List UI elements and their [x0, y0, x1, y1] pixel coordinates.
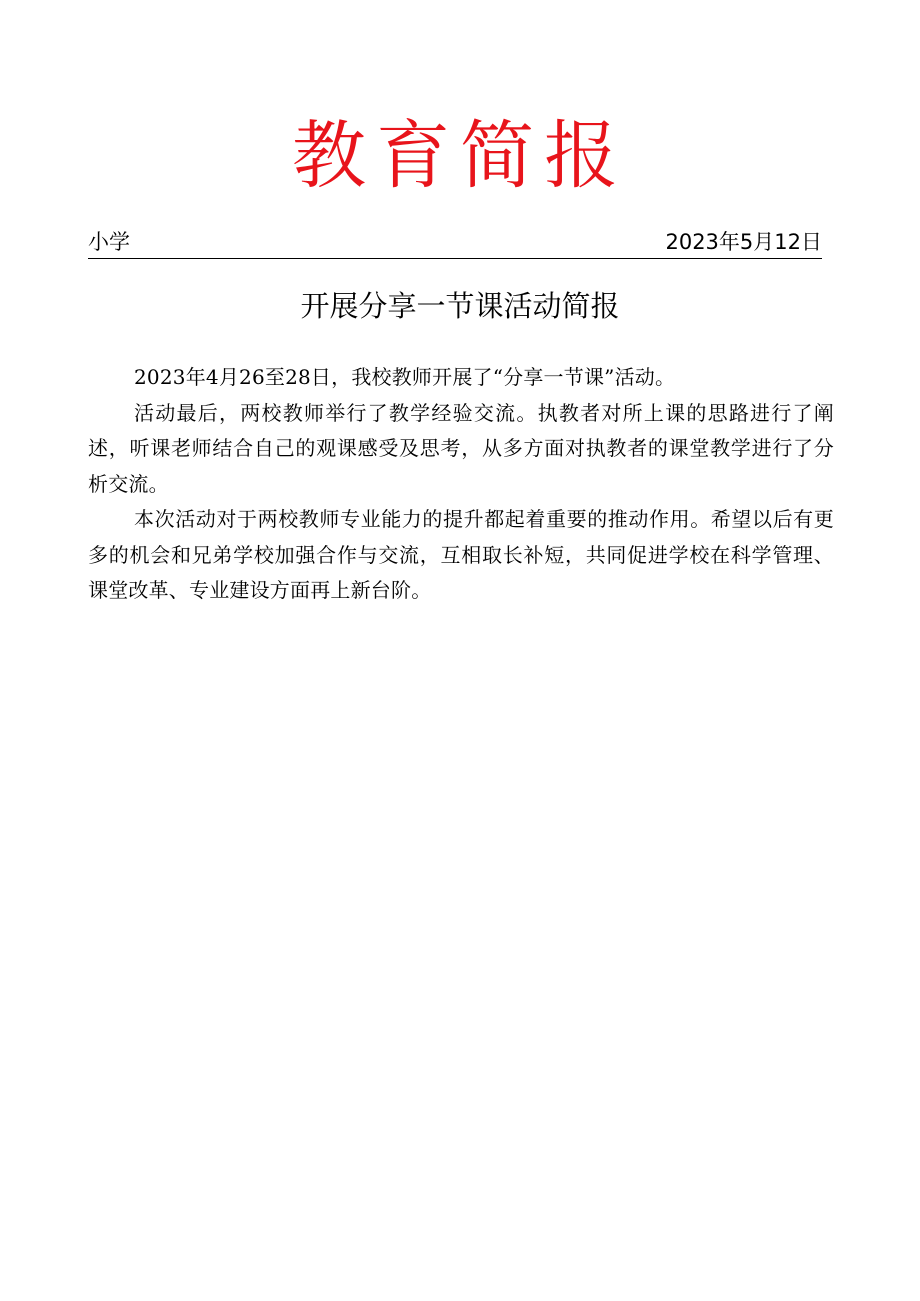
info-line	[88, 226, 822, 259]
school-name: 小学	[88, 230, 130, 254]
article-headline: 开展分享一节课活动简报	[300, 289, 620, 323]
article-body	[88, 360, 834, 609]
masthead-title: 教育简报	[292, 113, 628, 199]
paragraph: 活动最后，两校教师举行了教学经验交流。执教者对所上课的思路进行了阐述，听课老师结合自己的观课感受及思考，从多方面对执教者的课堂教学进行了分析交流。	[88, 400, 834, 496]
issue-date: 2023年5月12日	[665, 230, 822, 254]
paragraph: 本次活动对于两校教师专业能力的提升都起着重要的推动作用。希望以后有更多的机会和兄弟学校加强合作与交流，互相取长补短，共同促进学校在科学管理、课堂改革、专业建设方面再上新台阶。	[88, 507, 834, 602]
paragraph: 2023年4月26至28日，我校教师开展了“分享一节课”活动。	[134, 365, 676, 389]
